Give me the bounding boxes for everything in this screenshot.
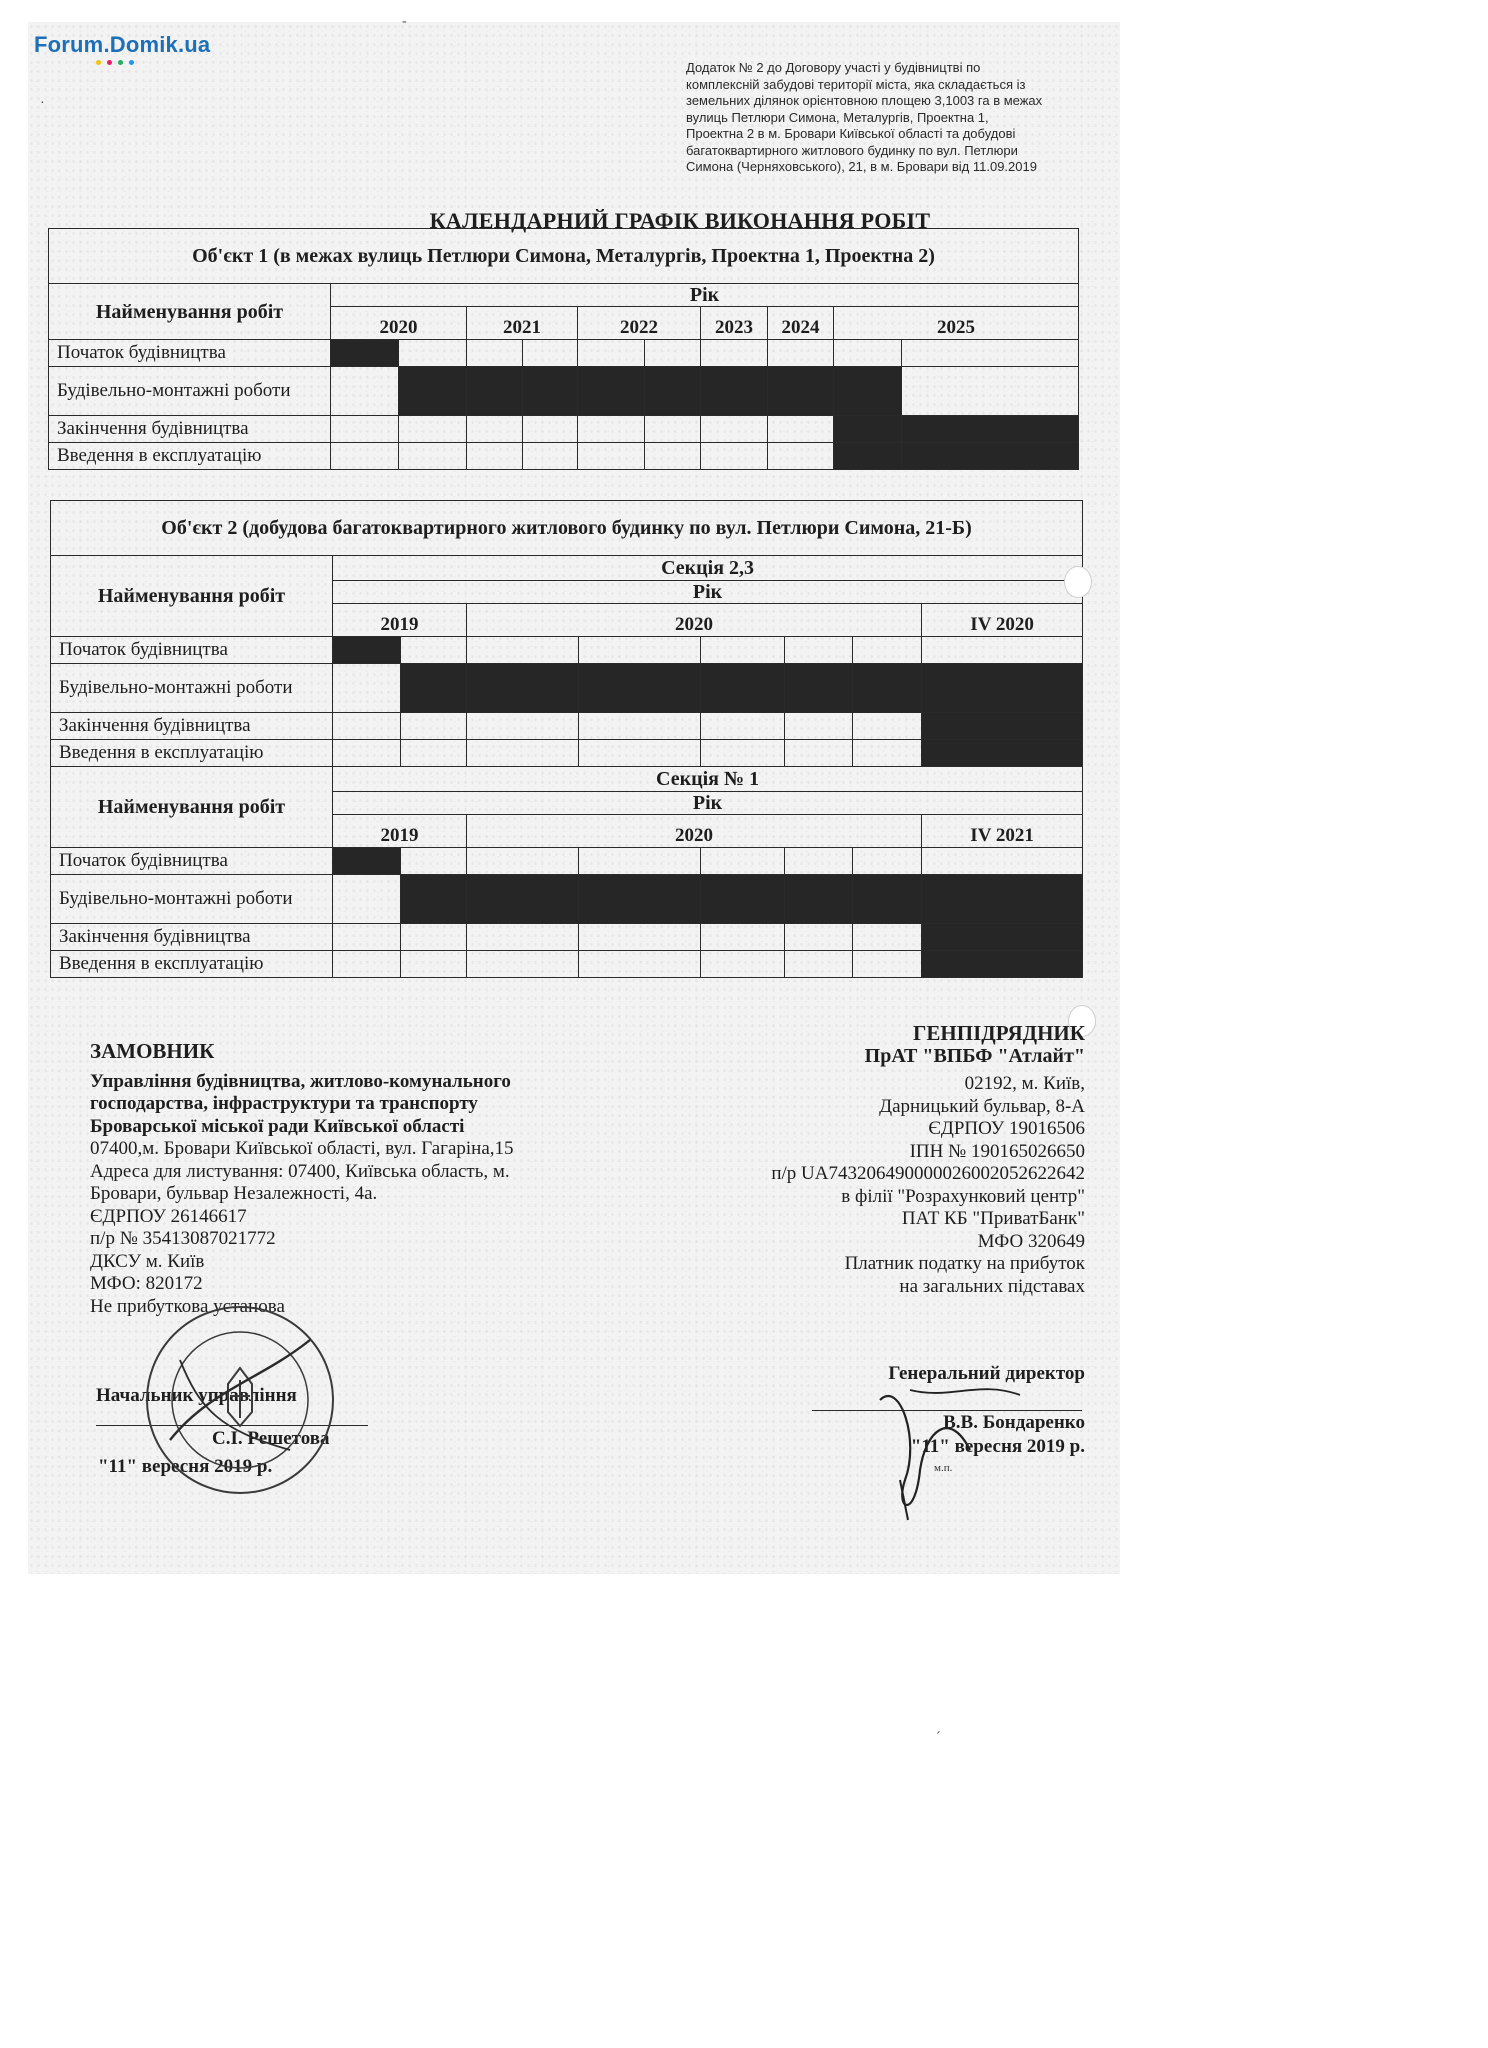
schedule-empty-cell bbox=[902, 340, 1079, 367]
scan-speck: ˊ bbox=[936, 1730, 941, 1745]
contractor-role: ГЕНПІДРЯДНИК bbox=[913, 1021, 1085, 1045]
schedule-empty-cell bbox=[701, 340, 768, 367]
contractor-signatory: В.В. Бондаренко bbox=[943, 1412, 1085, 1433]
customer-detail: МФО: 820172 bbox=[90, 1273, 203, 1294]
schedule-empty-cell bbox=[853, 848, 922, 875]
task-row bbox=[49, 416, 1079, 443]
forum-watermark bbox=[34, 32, 210, 65]
task-name: Введення в експлуатацію bbox=[49, 443, 331, 470]
contractor-detail: ІПН № 190165026650 bbox=[909, 1140, 1085, 1162]
schedule-bar-cell bbox=[645, 367, 701, 416]
schedule-empty-cell bbox=[333, 740, 401, 767]
schedule-bar-cell bbox=[401, 664, 467, 713]
year-header: 2019 bbox=[333, 815, 467, 848]
schedule-empty-cell bbox=[399, 443, 467, 470]
customer-signatory: С.І. Решетова bbox=[212, 1428, 330, 1449]
schedule-empty-cell bbox=[467, 443, 523, 470]
schedule-empty-cell bbox=[331, 443, 399, 470]
schedule-bar-cell bbox=[834, 367, 902, 416]
schedule-bar-cell bbox=[467, 367, 523, 416]
task-row bbox=[49, 443, 1079, 470]
schedule-empty-cell bbox=[467, 740, 579, 767]
contractor-date: "11" вересня 2019 р. bbox=[910, 1436, 1085, 1457]
schedule-empty-cell bbox=[523, 416, 578, 443]
schedule-bar-cell bbox=[467, 664, 579, 713]
addendum-note bbox=[686, 60, 1096, 176]
schedule-empty-cell bbox=[399, 416, 467, 443]
schedule-empty-cell bbox=[785, 713, 853, 740]
schedule-bar-cell bbox=[834, 443, 902, 470]
schedule-bar-cell bbox=[853, 664, 922, 713]
schedule-bar-cell bbox=[922, 875, 1083, 924]
schedule-bar-cell bbox=[399, 367, 467, 416]
customer-date: "11" вересня 2019 р. bbox=[98, 1456, 273, 1477]
schedule-empty-cell bbox=[401, 848, 467, 875]
schedule-bar-cell bbox=[467, 875, 579, 924]
watermark-dot bbox=[129, 60, 134, 65]
schedule-empty-cell bbox=[331, 416, 399, 443]
schedule-empty-cell bbox=[701, 951, 785, 978]
customer-org-line: Управління будівництва, житлово-комунального bbox=[90, 1070, 511, 1092]
schedule-empty-cell bbox=[579, 713, 701, 740]
task-row bbox=[51, 740, 1083, 767]
customer-detail: ДКСУ м. Київ bbox=[90, 1250, 205, 1272]
task-name: Початок будівництва bbox=[51, 848, 333, 875]
schedule-empty-cell bbox=[467, 848, 579, 875]
contractor-detail: МФО 320649 bbox=[977, 1230, 1085, 1252]
schedule-empty-cell bbox=[645, 416, 701, 443]
scan-speck: - bbox=[402, 14, 407, 29]
schedule-bar-cell bbox=[768, 367, 834, 416]
year-header: 2020 bbox=[331, 307, 467, 340]
year-group-header: Рік bbox=[333, 792, 1083, 815]
schedule-empty-cell bbox=[785, 637, 853, 664]
schedule-bar-cell bbox=[922, 951, 1083, 978]
schedule-empty-cell bbox=[701, 924, 785, 951]
customer-detail: 07400,м. Бровари Київської області, вул. Гагаріна,15 bbox=[90, 1138, 514, 1159]
task-row bbox=[49, 340, 1079, 367]
object2-heading: Об'єкт 2 (добудова багатоквартирного житлового будинку по вул. Петлюри Симона, 21-Б) bbox=[51, 501, 1083, 556]
year-header: 2022 bbox=[578, 307, 701, 340]
schedule-bar-cell bbox=[701, 875, 785, 924]
contractor-detail: Дарницький бульвар, 8-А bbox=[879, 1095, 1085, 1117]
schedule-empty-cell bbox=[853, 713, 922, 740]
schedule-empty-cell bbox=[579, 951, 701, 978]
schedule-empty-cell bbox=[785, 848, 853, 875]
customer-position: Начальник управління bbox=[96, 1385, 297, 1406]
schedule-empty-cell bbox=[333, 664, 401, 713]
object1-heading: Об'єкт 1 (в межах вулиць Петлюри Симона, Металургів, Проектна 1, Проектна 2) bbox=[49, 229, 1079, 284]
schedule-empty-cell bbox=[853, 924, 922, 951]
year-group-header: Рік bbox=[331, 284, 1079, 307]
watermark-dot bbox=[107, 60, 112, 65]
customer-detail: Адреса для листування: 07400, Київська область, м. bbox=[90, 1160, 510, 1182]
task-row bbox=[49, 367, 1079, 416]
works-column-header: Найменування робіт bbox=[49, 284, 331, 340]
section-title: Секція 2,3 bbox=[333, 556, 1083, 581]
scan-speck: · bbox=[40, 96, 45, 111]
works-column-header: Найменування робіт bbox=[51, 767, 333, 848]
schedule-bar-cell bbox=[579, 875, 701, 924]
schedule-empty-cell bbox=[853, 951, 922, 978]
section-title: Секція № 1 bbox=[333, 767, 1083, 792]
schedule-empty-cell bbox=[523, 340, 578, 367]
task-name: Введення в експлуатацію bbox=[51, 951, 333, 978]
schedule-empty-cell bbox=[579, 848, 701, 875]
addendum-line: Симона (Черняховського), 21, в м. Бровари від 11.09.2019 bbox=[686, 159, 1037, 174]
task-row bbox=[51, 637, 1083, 664]
punch-hole bbox=[1064, 566, 1092, 598]
task-name: Будівельно-монтажні роботи bbox=[51, 664, 333, 713]
contractor-detail: ЄДРПОУ 19016506 bbox=[928, 1118, 1085, 1139]
year-header: 2020 bbox=[467, 815, 922, 848]
schedule-empty-cell bbox=[578, 340, 645, 367]
schedule-empty-cell bbox=[578, 443, 645, 470]
task-name: Будівельно-монтажні роботи bbox=[49, 367, 331, 416]
schedule-empty-cell bbox=[902, 367, 1079, 416]
contractor-block bbox=[600, 1022, 1085, 1298]
addendum-line: багатоквартирного житлового будинку по вул. Петлюри bbox=[686, 142, 1018, 158]
task-row bbox=[51, 713, 1083, 740]
schedule-empty-cell bbox=[401, 924, 467, 951]
schedule-empty-cell bbox=[333, 713, 401, 740]
watermark-dot bbox=[96, 60, 101, 65]
schedule-empty-cell bbox=[701, 443, 768, 470]
schedule-empty-cell bbox=[853, 637, 922, 664]
year-header: 2021 bbox=[467, 307, 578, 340]
customer-detail: Не прибуткова установа bbox=[90, 1295, 285, 1317]
schedule-empty-cell bbox=[768, 443, 834, 470]
schedule-empty-cell bbox=[645, 443, 701, 470]
schedule-empty-cell bbox=[785, 924, 853, 951]
year-group-header: Рік bbox=[333, 581, 1083, 604]
task-row bbox=[51, 951, 1083, 978]
schedule-empty-cell bbox=[401, 637, 467, 664]
year-header: 2025 bbox=[834, 307, 1079, 340]
schedule-empty-cell bbox=[467, 924, 579, 951]
task-row bbox=[51, 924, 1083, 951]
schedule-bar-cell bbox=[922, 740, 1083, 767]
schedule-empty-cell bbox=[579, 924, 701, 951]
task-name: Закінчення будівництва bbox=[51, 713, 333, 740]
schedule-bar-cell bbox=[902, 443, 1079, 470]
schedule-empty-cell bbox=[853, 740, 922, 767]
schedule-bar-cell bbox=[578, 367, 645, 416]
task-name: Початок будівництва bbox=[49, 340, 331, 367]
schedule-empty-cell bbox=[467, 951, 579, 978]
schedule-bar-cell bbox=[922, 713, 1083, 740]
schedule-bar-cell bbox=[853, 875, 922, 924]
schedule-bar-cell bbox=[785, 664, 853, 713]
schedule-empty-cell bbox=[578, 416, 645, 443]
section23-task-rows bbox=[51, 637, 1083, 767]
schedule-empty-cell bbox=[701, 848, 785, 875]
schedule-empty-cell bbox=[331, 367, 399, 416]
task-name: Закінчення будівництва bbox=[51, 924, 333, 951]
schedule-empty-cell bbox=[701, 416, 768, 443]
schedule-empty-cell bbox=[701, 637, 785, 664]
contractor-signature bbox=[860, 1360, 1040, 1530]
schedule-empty-cell bbox=[333, 875, 401, 924]
watermark-dots bbox=[34, 60, 210, 65]
addendum-line: вулиць Петлюри Симона, Металургів, Проектна 1, bbox=[686, 109, 989, 125]
contractor-position: Генеральний директор bbox=[888, 1363, 1085, 1384]
task-row bbox=[51, 664, 1083, 713]
contractor-detail: ПАТ КБ "ПриватБанк" bbox=[901, 1208, 1085, 1229]
schedule-bar-cell bbox=[523, 367, 578, 416]
schedule-bar-cell bbox=[902, 416, 1079, 443]
schedule-empty-cell bbox=[401, 951, 467, 978]
schedule-empty-cell bbox=[768, 416, 834, 443]
year-header: 2020 bbox=[467, 604, 922, 637]
schedule-empty-cell bbox=[467, 637, 579, 664]
schedule-bar-cell bbox=[333, 637, 401, 664]
addendum-line: земельних ділянок орієнтовною площею 3,1003 га в межах bbox=[686, 93, 1043, 108]
schedule-empty-cell bbox=[579, 637, 701, 664]
schedule-empty-cell bbox=[834, 340, 902, 367]
schedule-empty-cell bbox=[467, 713, 579, 740]
schedule-bar-cell bbox=[401, 875, 467, 924]
customer-detail: Бровари, бульвар Незалежності, 4а. bbox=[90, 1183, 378, 1204]
task-name: Введення в експлуатацію bbox=[51, 740, 333, 767]
schedule-bar-cell bbox=[922, 924, 1083, 951]
contractor-org: ПрАТ "ВПБФ "Атлайт" bbox=[864, 1044, 1085, 1067]
customer-org-line: господарства, інфраструктури та транспорту bbox=[90, 1093, 478, 1114]
schedule-empty-cell bbox=[645, 340, 701, 367]
schedule-empty-cell bbox=[401, 713, 467, 740]
year-header: IV 2020 bbox=[922, 604, 1083, 637]
year-header: IV 2021 bbox=[922, 815, 1083, 848]
customer-role: ЗАМОВНИК bbox=[90, 1039, 215, 1063]
schedule-empty-cell bbox=[401, 740, 467, 767]
document-title: КАЛЕНДАРНИЙ ГРАФІК ВИКОНАННЯ РОБІТ bbox=[429, 208, 931, 233]
task-row bbox=[51, 848, 1083, 875]
schedule-empty-cell bbox=[399, 340, 467, 367]
works-column-header: Найменування робіт bbox=[51, 556, 333, 637]
task-row bbox=[51, 875, 1083, 924]
contractor-detail: в філії "Розрахунковий центр" bbox=[841, 1185, 1085, 1207]
watermark-dot bbox=[118, 60, 123, 65]
contractor-detail: п/р UA743206490000026002052622642 bbox=[771, 1163, 1085, 1184]
watermark-text: Forum.Domik.ua bbox=[34, 32, 211, 57]
year-header: 2019 bbox=[333, 604, 467, 637]
schedule-bar-cell bbox=[701, 664, 785, 713]
task-name: Будівельно-монтажні роботи bbox=[51, 875, 333, 924]
customer-org-line: Броварської міської ради Київської області bbox=[90, 1115, 465, 1137]
task-name: Початок будівництва bbox=[51, 637, 333, 664]
schedule-bar-cell bbox=[579, 664, 701, 713]
schedule-empty-cell bbox=[701, 713, 785, 740]
object1-task-rows bbox=[49, 340, 1079, 470]
schedule-empty-cell bbox=[523, 443, 578, 470]
year-header: 2024 bbox=[768, 307, 834, 340]
addendum-line: Додаток № 2 до Договору участі у будівництві по bbox=[686, 60, 981, 75]
schedule-empty-cell bbox=[701, 740, 785, 767]
schedule-empty-cell bbox=[785, 951, 853, 978]
schedule-bar-cell bbox=[333, 848, 401, 875]
contractor-detail: 02192, м. Київ, bbox=[964, 1073, 1085, 1094]
customer-block bbox=[90, 1040, 650, 1318]
schedule-bar-cell bbox=[331, 340, 399, 367]
schedule-empty-cell bbox=[467, 416, 523, 443]
schedule-empty-cell bbox=[768, 340, 834, 367]
schedule-empty-cell bbox=[467, 340, 523, 367]
schedule-empty-cell bbox=[333, 951, 401, 978]
task-name: Закінчення будівництва bbox=[49, 416, 331, 443]
year-header: 2023 bbox=[701, 307, 768, 340]
stamp-place-mark: м.п. bbox=[934, 1462, 953, 1474]
schedule-bar-cell bbox=[785, 875, 853, 924]
schedule-empty-cell bbox=[579, 740, 701, 767]
schedule-empty-cell bbox=[922, 848, 1083, 875]
addendum-line: комплексній забудові території міста, яка складається із bbox=[686, 76, 1026, 92]
schedule-empty-cell bbox=[922, 637, 1083, 664]
schedule-empty-cell bbox=[333, 924, 401, 951]
contractor-detail: Платник податку на прибуток bbox=[844, 1253, 1085, 1274]
addendum-line: Проектна 2 в м. Бровари Київської області та добудові bbox=[686, 126, 1016, 141]
object2-schedule-table bbox=[50, 500, 1083, 978]
customer-detail: ЄДРПОУ 26146617 bbox=[90, 1205, 247, 1227]
contractor-detail: на загальних підставах bbox=[899, 1275, 1085, 1297]
object1-schedule-table bbox=[48, 228, 1079, 470]
schedule-bar-cell bbox=[922, 664, 1083, 713]
schedule-bar-cell bbox=[834, 416, 902, 443]
schedule-empty-cell bbox=[785, 740, 853, 767]
customer-round-stamp bbox=[140, 1300, 340, 1500]
customer-detail: п/р № 35413087021772 bbox=[90, 1228, 276, 1249]
schedule-bar-cell bbox=[701, 367, 768, 416]
section1-task-rows bbox=[51, 848, 1083, 978]
